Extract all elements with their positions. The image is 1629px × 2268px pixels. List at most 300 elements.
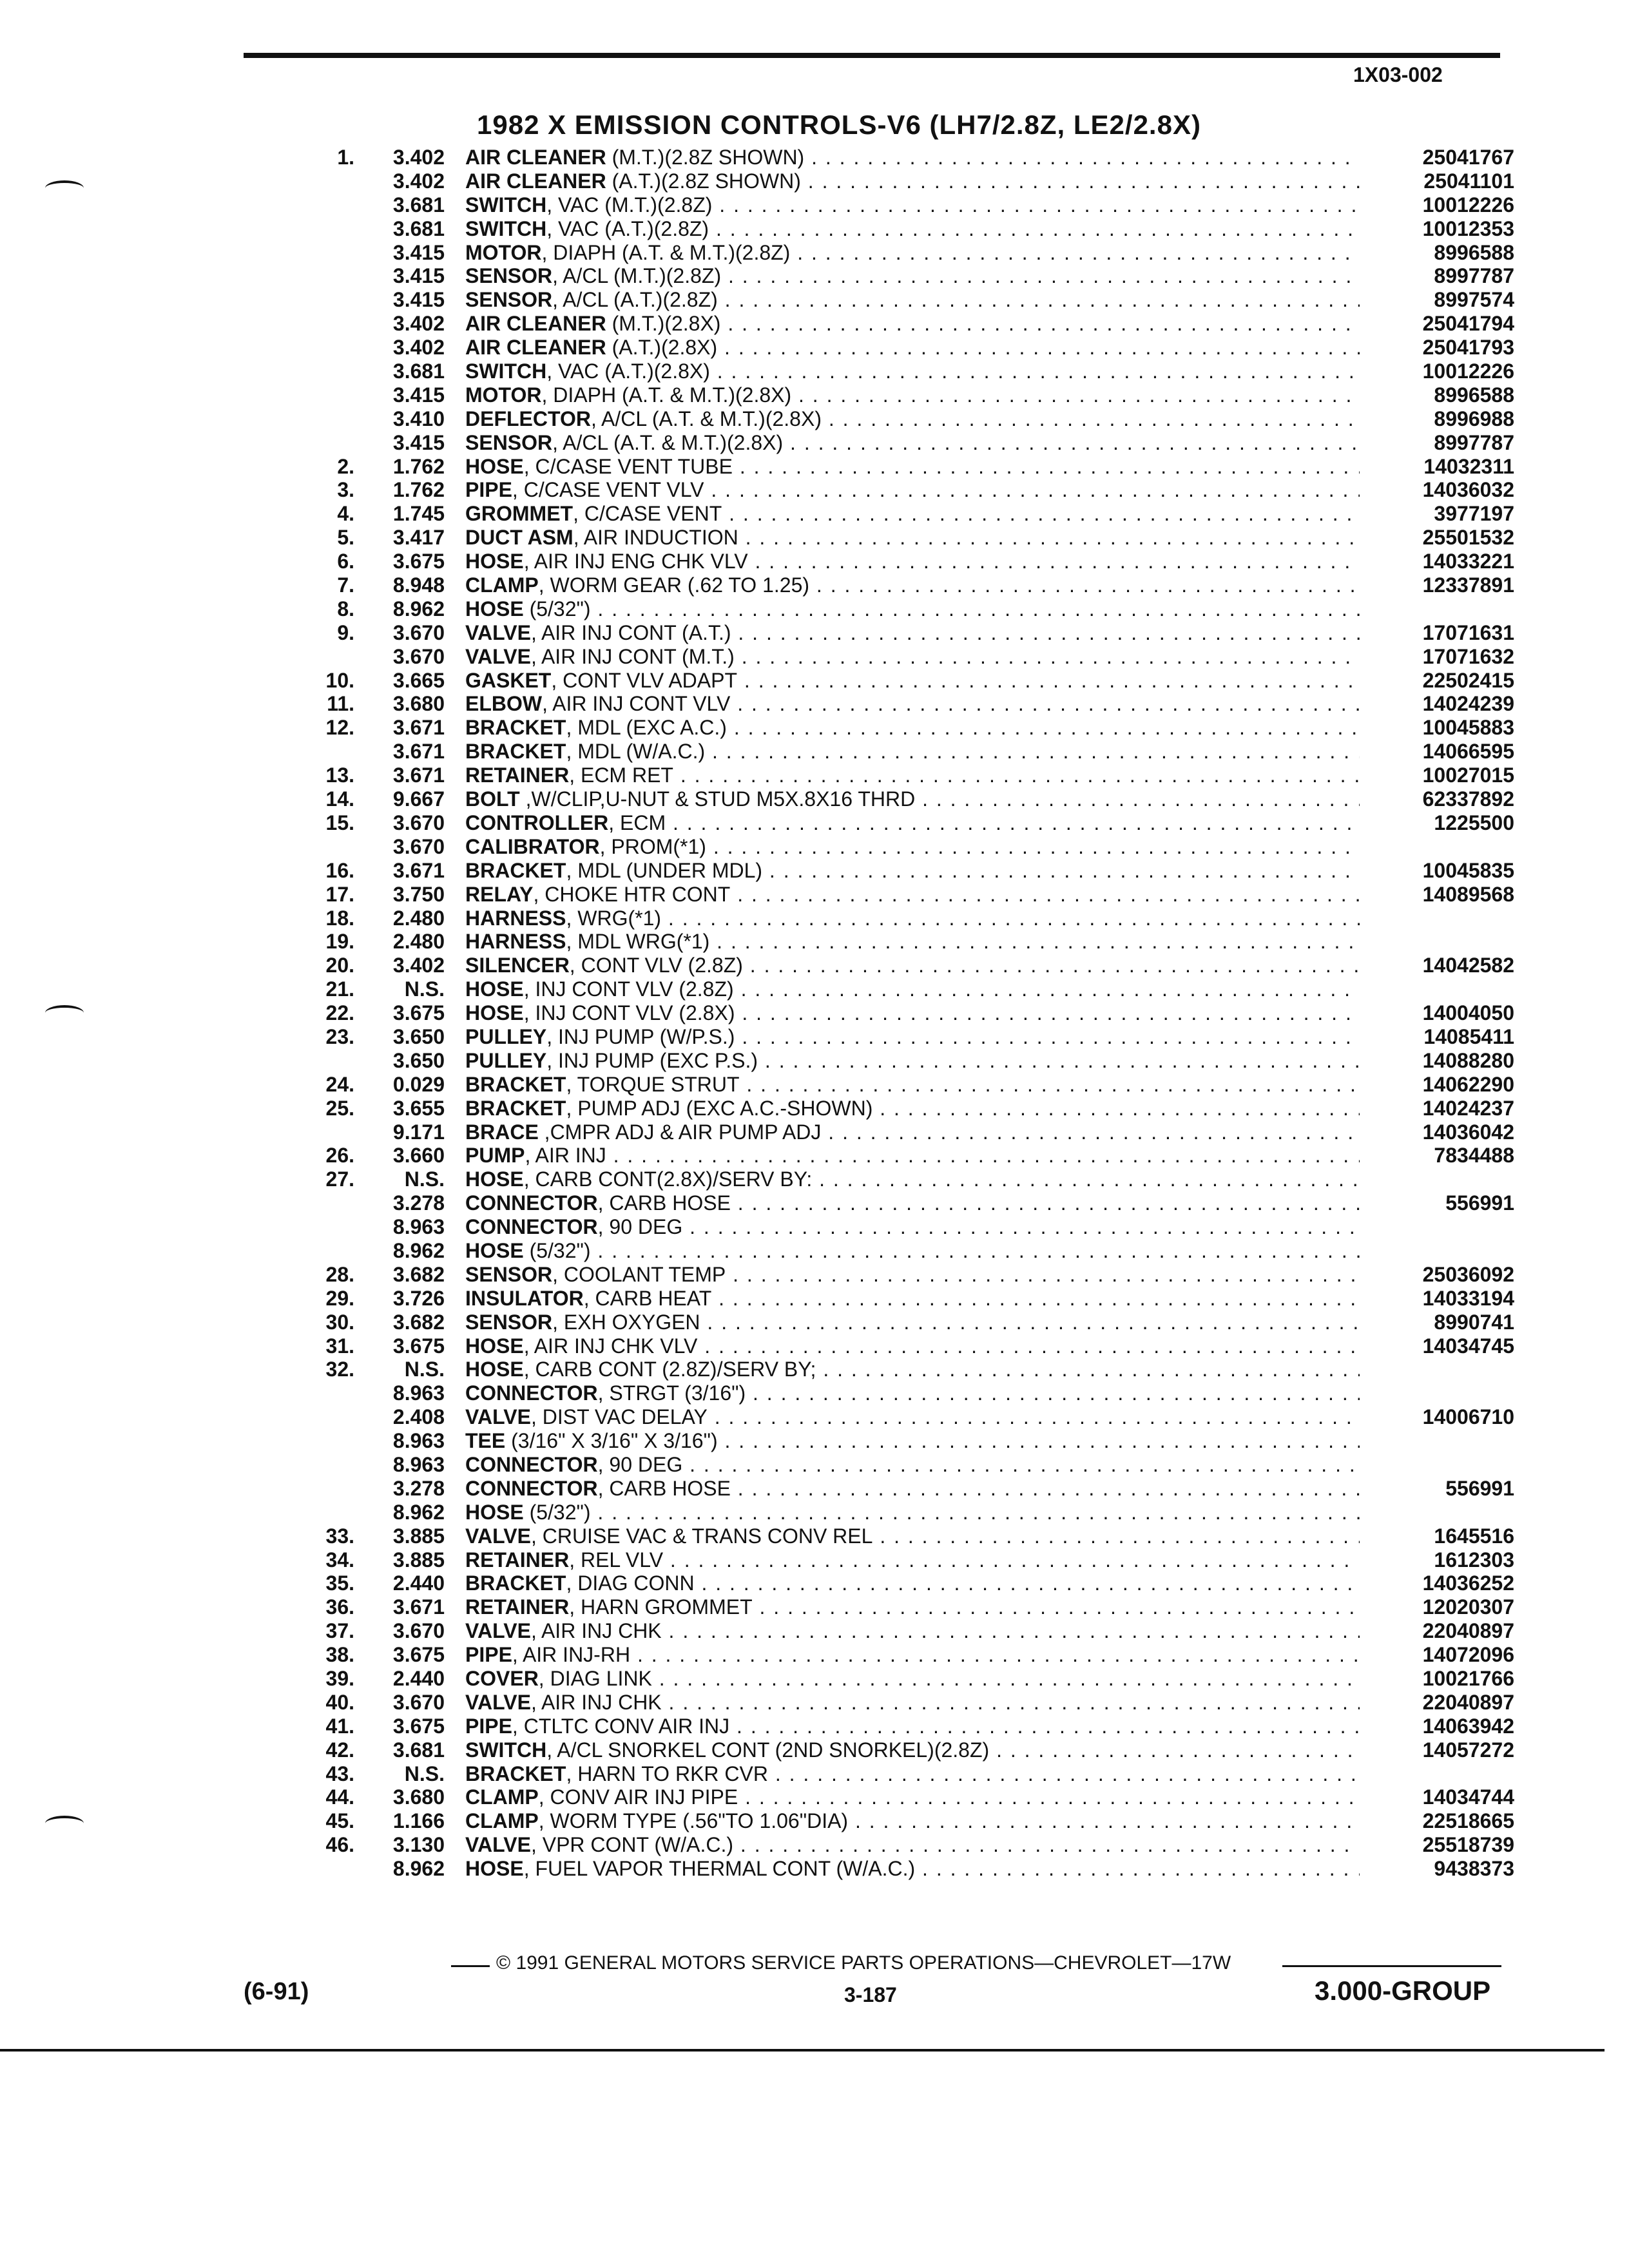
item-number: 30.: [325, 1310, 354, 1334]
part-name: DUCT ASM: [465, 526, 574, 550]
group-number: 3.675: [392, 1001, 445, 1025]
part-row: [303, 360, 1514, 383]
part-description: [465, 502, 1360, 526]
part-number: 14034744: [1422, 1785, 1514, 1809]
item-number: 5.: [337, 526, 354, 550]
item-number: 4.: [337, 502, 354, 526]
item-number: 38.: [325, 1643, 354, 1667]
part-name: ELBOW: [465, 692, 543, 716]
part-description: [465, 1334, 1360, 1358]
item-number: 27.: [325, 1168, 354, 1191]
part-detail: , C/CASE VENT: [573, 502, 722, 526]
item-number: 29.: [325, 1286, 354, 1310]
item-number: 9.: [337, 620, 354, 644]
part-number: 14036042: [1422, 1120, 1514, 1144]
part-detail: , ECM: [608, 811, 666, 834]
group-number: 3.680: [392, 692, 445, 716]
item-number: 24.: [325, 1072, 354, 1096]
part-detail: , CONV AIR INJ PIPE: [538, 1785, 738, 1809]
part-row: [303, 1809, 1514, 1833]
part-detail: , INJ PUMP (W/P.S.): [546, 1024, 735, 1048]
group-label: 3.000-GROUP: [1315, 1975, 1491, 2006]
part-description: [465, 1643, 1360, 1667]
part-description: [465, 692, 1360, 716]
part-detail: , VAC (A.T.)(2.8X): [546, 360, 710, 383]
group-number: 3.670: [392, 644, 445, 668]
part-number: 14033194: [1422, 1286, 1514, 1310]
part-name: HOSE: [465, 597, 524, 620]
part-number: 25036092: [1422, 1262, 1514, 1286]
item-number: 36.: [325, 1595, 354, 1619]
part-row: [303, 526, 1514, 550]
part-detail: , C/CASE VENT VLV: [512, 478, 704, 502]
part-row: [303, 930, 1514, 954]
part-row: [303, 1477, 1514, 1501]
part-name: SILENCER: [465, 954, 570, 977]
part-number: 556991: [1445, 1191, 1514, 1215]
part-detail: , CONT VLV (2.8Z): [569, 954, 743, 977]
part-description: [465, 383, 1360, 407]
part-name: SENSOR: [465, 1310, 553, 1334]
part-number: 17071631: [1422, 620, 1514, 644]
group-number: 3.670: [392, 1619, 445, 1643]
binder-hole-mark: [45, 1005, 84, 1021]
part-detail: , VAC (A.T.)(2.8Z): [546, 216, 709, 240]
bottom-rule: [0, 2049, 1605, 2052]
part-number: 17071632: [1422, 644, 1514, 668]
part-description: [465, 478, 1360, 502]
part-detail: , HARN TO RKR CVR: [566, 1762, 768, 1785]
part-name: RETAINER: [465, 1548, 570, 1571]
part-detail: , A/CL (A.T. & M.T.)(2.8X): [552, 430, 784, 454]
footer-rule-left: [451, 1965, 490, 1967]
part-detail: , CARB CONT (2.8Z)/SERV BY;: [523, 1358, 816, 1381]
part-number: 14062290: [1422, 1072, 1514, 1096]
part-row: [303, 883, 1514, 907]
part-row: [303, 1738, 1514, 1762]
part-name: HOSE: [465, 454, 524, 478]
part-row: [303, 455, 1514, 479]
part-name: CALIBRATOR: [465, 834, 600, 858]
part-description: [465, 1453, 1360, 1477]
binder-hole-mark: [45, 1816, 84, 1831]
part-detail: (M.T.)(2.8Z SHOWN): [606, 146, 805, 169]
part-row: [303, 1643, 1514, 1667]
part-description: [465, 431, 1360, 455]
group-number: 3.671: [392, 858, 445, 882]
group-number: 8.963: [392, 1381, 445, 1405]
part-detail: , DIAPH (A.T. & M.T.)(2.8Z): [541, 240, 791, 264]
group-number: 3.750: [392, 882, 445, 906]
item-number: 40.: [325, 1690, 354, 1714]
item-number: 8.: [337, 597, 354, 620]
part-description: [465, 1073, 1360, 1097]
part-description: [465, 1168, 1360, 1191]
part-description: [465, 360, 1360, 383]
part-description: [465, 1263, 1360, 1287]
part-detail: (5/32"): [523, 597, 591, 620]
part-name: CONTROLLER: [465, 811, 609, 834]
part-detail: ,CMPR ADJ & AIR PUMP ADJ: [538, 1120, 822, 1144]
part-number: 14032311: [1423, 454, 1514, 478]
part-name: PULLEY: [465, 1048, 547, 1072]
group-number: 3.402: [392, 146, 445, 169]
part-number: 22040897: [1422, 1619, 1514, 1643]
group-number: 3.681: [392, 1738, 445, 1762]
part-name: HOSE: [465, 1500, 524, 1524]
group-number: 3.278: [392, 1476, 445, 1500]
part-row: [303, 1715, 1514, 1738]
group-number: 3.885: [392, 1524, 445, 1548]
part-number: 1612303: [1434, 1548, 1514, 1571]
part-row: [303, 1334, 1514, 1358]
part-detail: (5/32"): [523, 1500, 591, 1524]
group-number: 3.671: [392, 764, 445, 787]
part-number: 3977197: [1434, 502, 1514, 526]
part-row: [303, 478, 1514, 502]
part-detail: , CARB HOSE: [597, 1191, 731, 1215]
part-description: [465, 1405, 1360, 1429]
part-row: [303, 1097, 1514, 1120]
group-number: 2.440: [392, 1571, 445, 1595]
part-row: [303, 1073, 1514, 1097]
part-row: [303, 1453, 1514, 1477]
part-detail: , STRGT (3/16"): [597, 1381, 746, 1405]
part-row: [303, 217, 1514, 241]
part-row: [303, 1619, 1514, 1643]
part-description: [465, 1501, 1360, 1524]
part-name: SWITCH: [465, 193, 547, 216]
part-detail: , AIR INDUCTION: [573, 526, 738, 550]
part-name: AIR CLEANER: [465, 336, 606, 360]
group-number: 8.963: [392, 1452, 445, 1476]
group-number: 3.130: [392, 1833, 445, 1857]
part-row: [303, 1833, 1514, 1857]
part-description: [465, 241, 1360, 265]
part-detail: ,W/CLIP,U-NUT & STUD M5X.8X16 THRD: [519, 787, 916, 811]
part-name: HOSE: [465, 550, 524, 573]
top-rule: [244, 53, 1500, 58]
part-name: CONNECTOR: [465, 1381, 598, 1405]
part-name: VALVE: [465, 1405, 531, 1429]
part-description: [465, 573, 1360, 597]
part-name: DEFLECTOR: [465, 407, 591, 430]
part-description: [465, 1001, 1360, 1025]
part-detail: , AIR INJ CHK VLV: [523, 1334, 698, 1358]
part-number: 14066595: [1422, 740, 1514, 764]
part-row: [303, 716, 1514, 740]
part-name: CLAMP: [465, 1785, 539, 1809]
part-name: BRACKET: [465, 740, 566, 764]
part-row: [303, 1049, 1514, 1073]
part-name: VALVE: [465, 1833, 531, 1857]
part-name: HOSE: [465, 1334, 524, 1358]
group-number: 8.963: [392, 1215, 445, 1239]
part-detail: , AIR INJ CONT VLV: [542, 692, 731, 716]
item-number: 41.: [325, 1714, 354, 1738]
part-description: [465, 455, 1360, 479]
part-number: 14089568: [1422, 882, 1514, 906]
part-detail: (5/32"): [523, 1238, 591, 1262]
item-number: 6.: [337, 550, 354, 573]
part-name: CONNECTOR: [465, 1215, 598, 1239]
group-number: 1.166: [392, 1809, 445, 1833]
part-row: [303, 597, 1514, 621]
part-row: [303, 1429, 1514, 1453]
part-detail: , ECM RET: [569, 764, 673, 787]
part-row: [303, 1358, 1514, 1381]
item-number: 16.: [325, 858, 354, 882]
item-number: 22.: [325, 1001, 354, 1025]
part-detail: , CARB CONT(2.8X)/SERV BY:: [523, 1168, 813, 1191]
part-name: CLAMP: [465, 1809, 539, 1833]
part-row: [303, 336, 1514, 360]
part-number: 10012226: [1422, 193, 1514, 216]
part-description: [465, 1667, 1360, 1691]
part-row: [303, 1667, 1514, 1691]
part-number: 22518665: [1422, 1809, 1514, 1833]
part-name: HOSE: [465, 1857, 524, 1881]
part-detail: , 90 DEG: [597, 1452, 683, 1476]
part-row: [303, 1762, 1514, 1786]
part-number: 1645516: [1434, 1524, 1514, 1548]
part-detail: , EXH OXYGEN: [552, 1310, 700, 1334]
group-number: 3.278: [392, 1191, 445, 1215]
group-number: 3.417: [392, 526, 445, 550]
part-number: 14088280: [1422, 1048, 1514, 1072]
part-description: [465, 764, 1360, 787]
part-description: [465, 1429, 1360, 1453]
part-row: [303, 1215, 1514, 1239]
part-number: 9438373: [1434, 1857, 1514, 1881]
part-number: 8997574: [1434, 288, 1514, 312]
part-row: [303, 1191, 1514, 1215]
part-detail: , PROM(*1): [599, 834, 706, 858]
part-row: [303, 645, 1514, 669]
part-row: [303, 1785, 1514, 1809]
part-detail: , TORQUE STRUT: [566, 1072, 740, 1096]
part-description: [465, 1595, 1360, 1619]
part-detail: , MDL (EXC A.C.): [566, 716, 727, 740]
group-number: 3.681: [392, 216, 445, 240]
group-number: N.S.: [404, 1358, 445, 1381]
part-description: [465, 288, 1360, 312]
part-detail: , CARB HOSE: [597, 1476, 731, 1500]
part-description: [465, 1120, 1360, 1144]
part-detail: , AIR INJ CHK: [530, 1619, 662, 1643]
part-number: 14036252: [1422, 1571, 1514, 1595]
part-description: [465, 1715, 1360, 1738]
group-number: 3.670: [392, 811, 445, 834]
part-detail: , AIR INJ: [525, 1144, 606, 1168]
group-number: 3.680: [392, 1785, 445, 1809]
item-number: 23.: [325, 1024, 354, 1048]
part-name: SENSOR: [465, 430, 553, 454]
part-number: 556991: [1445, 1476, 1514, 1500]
part-detail: , VAC (M.T.)(2.8Z): [546, 193, 713, 216]
copyright-text: © 1991 GENERAL MOTORS SERVICE PARTS OPERATIONS—CHEVROLET—17W: [496, 1952, 1231, 1974]
part-row: [303, 383, 1514, 407]
part-detail: , A/CL SNORKEL CONT (2ND SNORKEL)(2.8Z): [546, 1738, 990, 1762]
group-number: 3.402: [392, 169, 445, 193]
part-detail: , A/CL (A.T. & M.T.)(2.8X): [590, 407, 822, 430]
part-description: [465, 883, 1360, 907]
part-row: [303, 977, 1514, 1001]
part-row: [303, 907, 1514, 930]
part-detail: , INJ CONT VLV (2.8X): [523, 1001, 735, 1025]
part-row: [303, 169, 1514, 193]
group-number: 8.962: [392, 597, 445, 620]
part-row: [303, 621, 1514, 645]
part-row: [303, 431, 1514, 455]
part-row: [303, 1001, 1514, 1025]
item-number: 35.: [325, 1571, 354, 1595]
part-description: [465, 193, 1360, 217]
page-code: 1X03-002: [1353, 63, 1443, 86]
part-number: 14034745: [1422, 1334, 1514, 1358]
part-row: [303, 1595, 1514, 1619]
part-name: SWITCH: [465, 360, 547, 383]
part-description: [465, 1477, 1360, 1501]
part-number: 10045835: [1422, 858, 1514, 882]
group-number: 3.682: [392, 1262, 445, 1286]
part-name: RELAY: [465, 882, 534, 906]
part-description: [465, 1833, 1360, 1857]
part-row: [303, 1239, 1514, 1263]
part-detail: , WORM GEAR (.62 TO 1.25): [538, 573, 810, 597]
part-description: [465, 1239, 1360, 1263]
part-detail: , MDL WRG(*1): [566, 930, 710, 954]
part-row: [303, 288, 1514, 312]
revision-date: (6-91): [244, 1978, 309, 2005]
part-description: [465, 169, 1360, 193]
group-number: 3.415: [392, 288, 445, 312]
part-name: RETAINER: [465, 764, 570, 787]
part-number: 1225500: [1434, 811, 1514, 834]
part-description: [465, 621, 1360, 645]
group-number: 3.726: [392, 1286, 445, 1310]
group-number: 9.667: [392, 787, 445, 811]
part-name: BOLT: [465, 787, 520, 811]
part-name: VALVE: [465, 644, 531, 668]
parts-list: [303, 146, 1514, 1881]
part-detail: , MDL (W/A.C.): [566, 740, 706, 764]
part-name: MOTOR: [465, 383, 542, 407]
part-description: [465, 1381, 1360, 1405]
part-row: [303, 669, 1514, 693]
page-title: 1982 X EMISSION CONTROLS-V6 (LH7/2.8Z, LE2/2.8X): [477, 110, 1201, 140]
group-number: 3.670: [392, 620, 445, 644]
item-number: 15.: [325, 811, 354, 834]
part-number: 14042582: [1422, 954, 1514, 977]
group-number: 3.681: [392, 193, 445, 216]
part-number: 10012226: [1422, 360, 1514, 383]
part-description: [465, 1025, 1360, 1049]
part-detail: , CHOKE HTR CONT: [533, 882, 731, 906]
item-number: 42.: [325, 1738, 354, 1762]
part-number: 10021766: [1422, 1667, 1514, 1690]
part-row: [303, 502, 1514, 526]
part-row: [303, 312, 1514, 336]
part-description: [465, 811, 1360, 835]
part-name: BRACKET: [465, 716, 566, 740]
part-detail: , VPR CONT (W/A.C.): [530, 1833, 734, 1857]
part-description: [465, 1524, 1360, 1548]
part-name: AIR CLEANER: [465, 146, 606, 169]
group-number: 3.415: [392, 264, 445, 288]
item-number: 12.: [325, 716, 354, 740]
item-number: 1.: [337, 146, 354, 169]
part-row: [303, 550, 1514, 573]
part-name: CONNECTOR: [465, 1476, 598, 1500]
part-name: SENSOR: [465, 1262, 553, 1286]
group-number: N.S.: [404, 977, 445, 1001]
part-detail: , AIR INJ ENG CHK VLV: [523, 550, 748, 573]
part-description: [465, 740, 1360, 764]
part-name: BRACKET: [465, 1096, 566, 1120]
part-description: [465, 954, 1360, 977]
part-row: [303, 835, 1514, 859]
part-row: [303, 692, 1514, 716]
footer-rule-right: [1282, 1965, 1501, 1967]
part-row: [303, 146, 1514, 169]
part-name: VALVE: [465, 1524, 531, 1548]
part-detail: , INJ CONT VLV (2.8Z): [523, 977, 734, 1001]
item-number: 26.: [325, 1144, 354, 1168]
group-number: N.S.: [404, 1762, 445, 1785]
part-name: VALVE: [465, 1690, 531, 1714]
part-description: [465, 645, 1360, 669]
part-number: 14024237: [1422, 1096, 1514, 1120]
part-detail: , WRG(*1): [566, 906, 662, 930]
part-detail: (A.T.)(2.8X): [606, 336, 718, 360]
group-number: 3.415: [392, 240, 445, 264]
part-row: [303, 1144, 1514, 1168]
part-name: SWITCH: [465, 1738, 547, 1762]
part-name: BRACKET: [465, 1072, 566, 1096]
part-name: CONNECTOR: [465, 1452, 598, 1476]
item-number: 44.: [325, 1785, 354, 1809]
part-name: CONNECTOR: [465, 1191, 598, 1215]
part-description: [465, 336, 1360, 360]
group-number: 3.402: [392, 336, 445, 360]
part-description: [465, 264, 1360, 288]
group-number: 1.745: [392, 502, 445, 526]
part-number: 25041794: [1422, 312, 1514, 336]
part-row: [303, 787, 1514, 811]
part-row: [303, 740, 1514, 764]
part-name: INSULATOR: [465, 1286, 584, 1310]
part-description: [465, 1311, 1360, 1334]
item-number: 39.: [325, 1667, 354, 1690]
group-number: 3.671: [392, 1595, 445, 1619]
group-number: 3.650: [392, 1024, 445, 1048]
part-number: 10045883: [1422, 716, 1514, 740]
part-row: [303, 1311, 1514, 1334]
part-description: [465, 1144, 1360, 1168]
part-row: [303, 1405, 1514, 1429]
part-detail: , AIR INJ CHK: [530, 1690, 662, 1714]
group-number: 3.402: [392, 312, 445, 336]
part-number: 14057272: [1422, 1738, 1514, 1762]
item-number: 33.: [325, 1524, 354, 1548]
part-number: 8996588: [1434, 240, 1514, 264]
item-number: 2.: [337, 454, 354, 478]
part-detail: , WORM TYPE (.56"TO 1.06"DIA): [538, 1809, 849, 1833]
group-number: 3.415: [392, 430, 445, 454]
item-number: 45.: [325, 1809, 354, 1833]
part-row: [303, 1025, 1514, 1049]
